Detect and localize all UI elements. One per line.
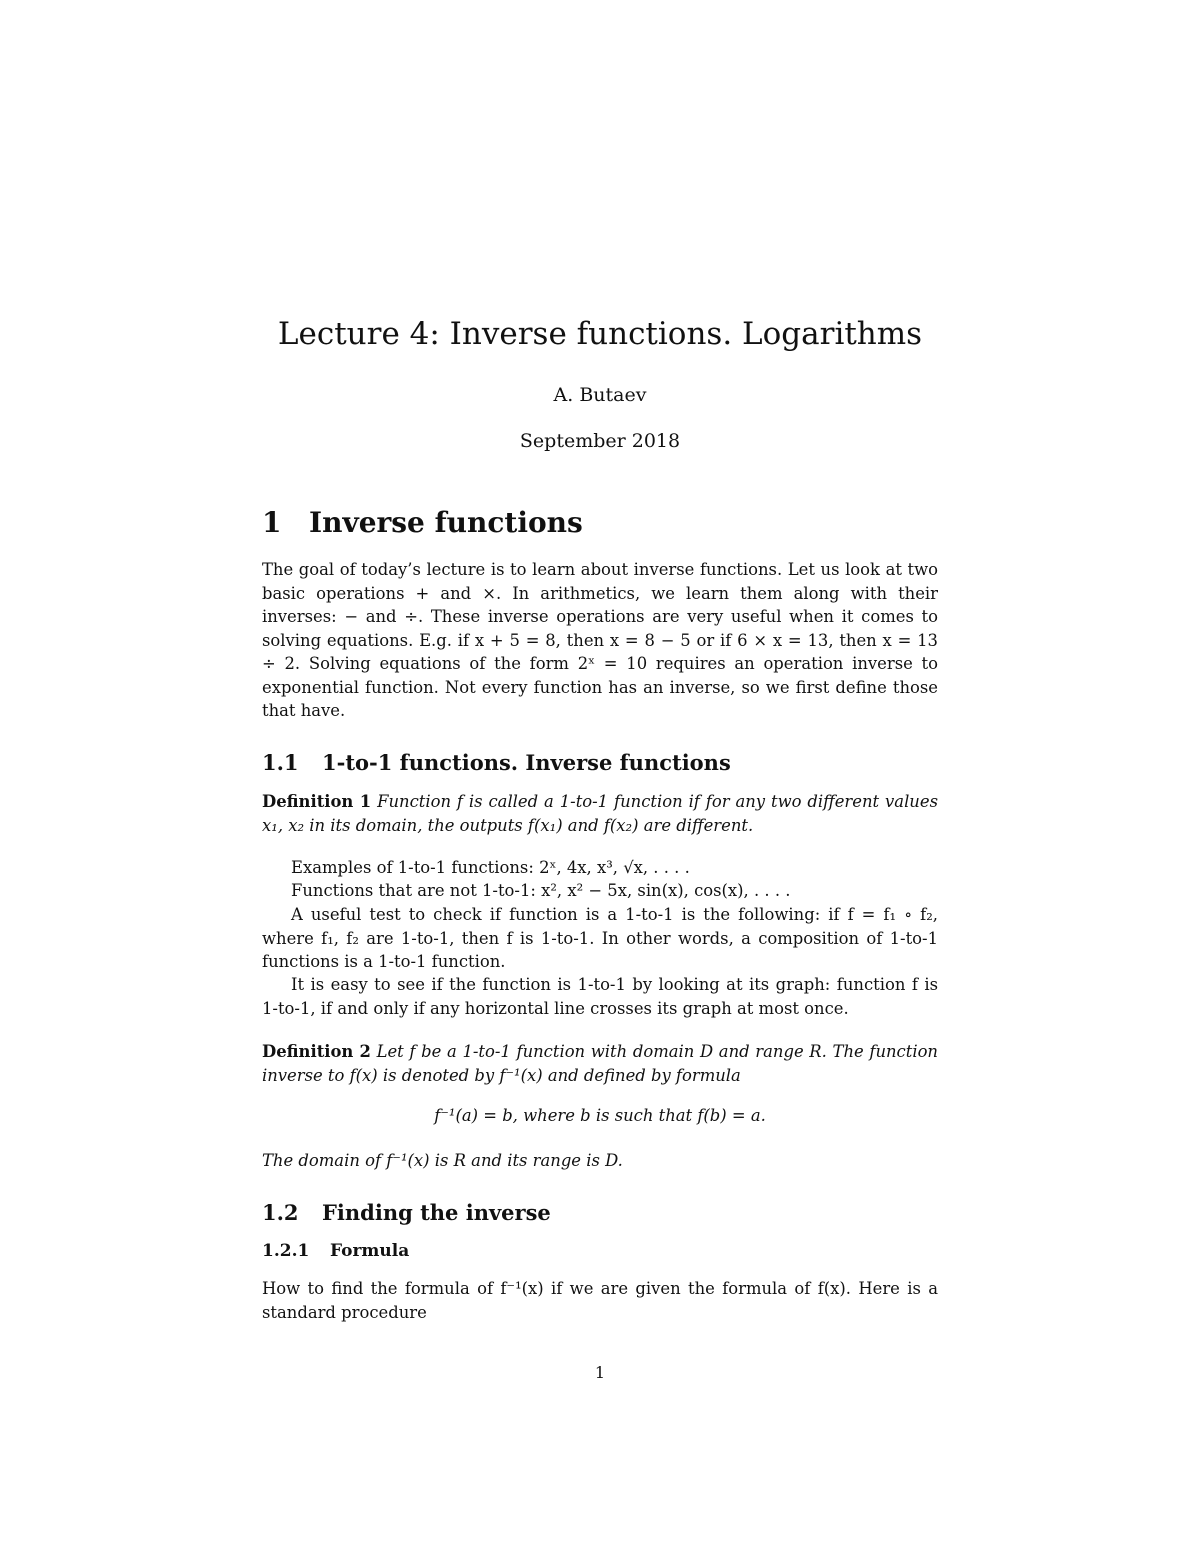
definition-2-formula: f⁻¹(a) = b, where b is such that f(b) = a. <box>434 1106 766 1125</box>
definition-text: Function f is called a 1-to-1 function if for any two different values x₁, x₂ in its domain, the outputs f(x₁) and f(x₂) are different. <box>262 792 938 835</box>
subsubsection-number: 1.2.1 <box>262 1241 310 1261</box>
date: September 2018 <box>519 430 681 452</box>
subsubsection-title: Formula <box>330 1241 410 1261</box>
composition-test-paragraph: A useful test to check if function is a 1-to-1 is the following: if f = f₁ ∘ f₂, where f₁, f₂ are 1-to-1, then f is 1-to-1. In other words, a composition of 1-to-1 functions is a 1-to-1 function. <box>262 905 938 971</box>
examples-line: Examples of 1-to-1 functions: 2ˣ, 4x, x³, √x, . . . . <box>291 858 690 877</box>
section-number: 1 <box>262 506 282 539</box>
definition-label: Definition 1 <box>262 792 372 811</box>
page-number: 1 <box>594 1363 606 1382</box>
definition-text: Let f be a 1-to-1 function with domain D and range R. The function inverse to f(x) is denoted by f⁻¹(x) and defined by formula <box>262 1042 938 1085</box>
subsection-title: 1-to-1 functions. Inverse functions <box>322 750 731 775</box>
formula-paragraph: How to find the formula of f⁻¹(x) if we are given the formula of f(x). Here is a standard procedure <box>262 1279 938 1322</box>
non-examples-line: Functions that are not 1-to-1: x², x² − 5x, sin(x), cos(x), . . . . <box>291 881 791 900</box>
subsection-heading-1-2 <box>262 1200 551 1225</box>
definition-label: Definition 2 <box>262 1042 371 1061</box>
definition-2 <box>262 1040 938 1087</box>
graph-test-paragraph: It is easy to see if the function is 1-to-1 by looking at its graph: function f is 1-to-1, if and only if any horizontal line crosses its graph at most once. <box>262 975 938 1018</box>
subsection-title: Finding the inverse <box>322 1200 551 1225</box>
subsection-number: 1.1 <box>262 750 299 775</box>
intro-paragraph: The goal of today’s lecture is to learn about inverse functions. Let us look at two basic operations + and ×. In arithmetics, we learn them along with their inverses: − and ÷. These inverse operations are very useful when it comes to solving equations. E.g. if x + 5 = 8, then x = 8 − 5 or if 6 × x = 13, then x = 13 ÷ 2. Solving equations of the form 2ˣ = 10 requires an operation inverse to exponential function. Not every function has an inverse, so we first define those that have. <box>262 560 938 720</box>
section-heading-1 <box>262 506 583 539</box>
document-title: Lecture 4: Inverse functions. Logarithms <box>277 316 923 352</box>
definition-1 <box>262 790 938 837</box>
subsection-number: 1.2 <box>262 1200 299 1225</box>
subsubsection-heading-1-2-1 <box>262 1241 409 1261</box>
definition-2-domain: The domain of f⁻¹(x) is R and its range is D. <box>262 1151 623 1170</box>
author: A. Butaev <box>553 384 647 406</box>
subsection-heading-1-1 <box>262 750 731 775</box>
section-title: Inverse functions <box>309 506 583 539</box>
